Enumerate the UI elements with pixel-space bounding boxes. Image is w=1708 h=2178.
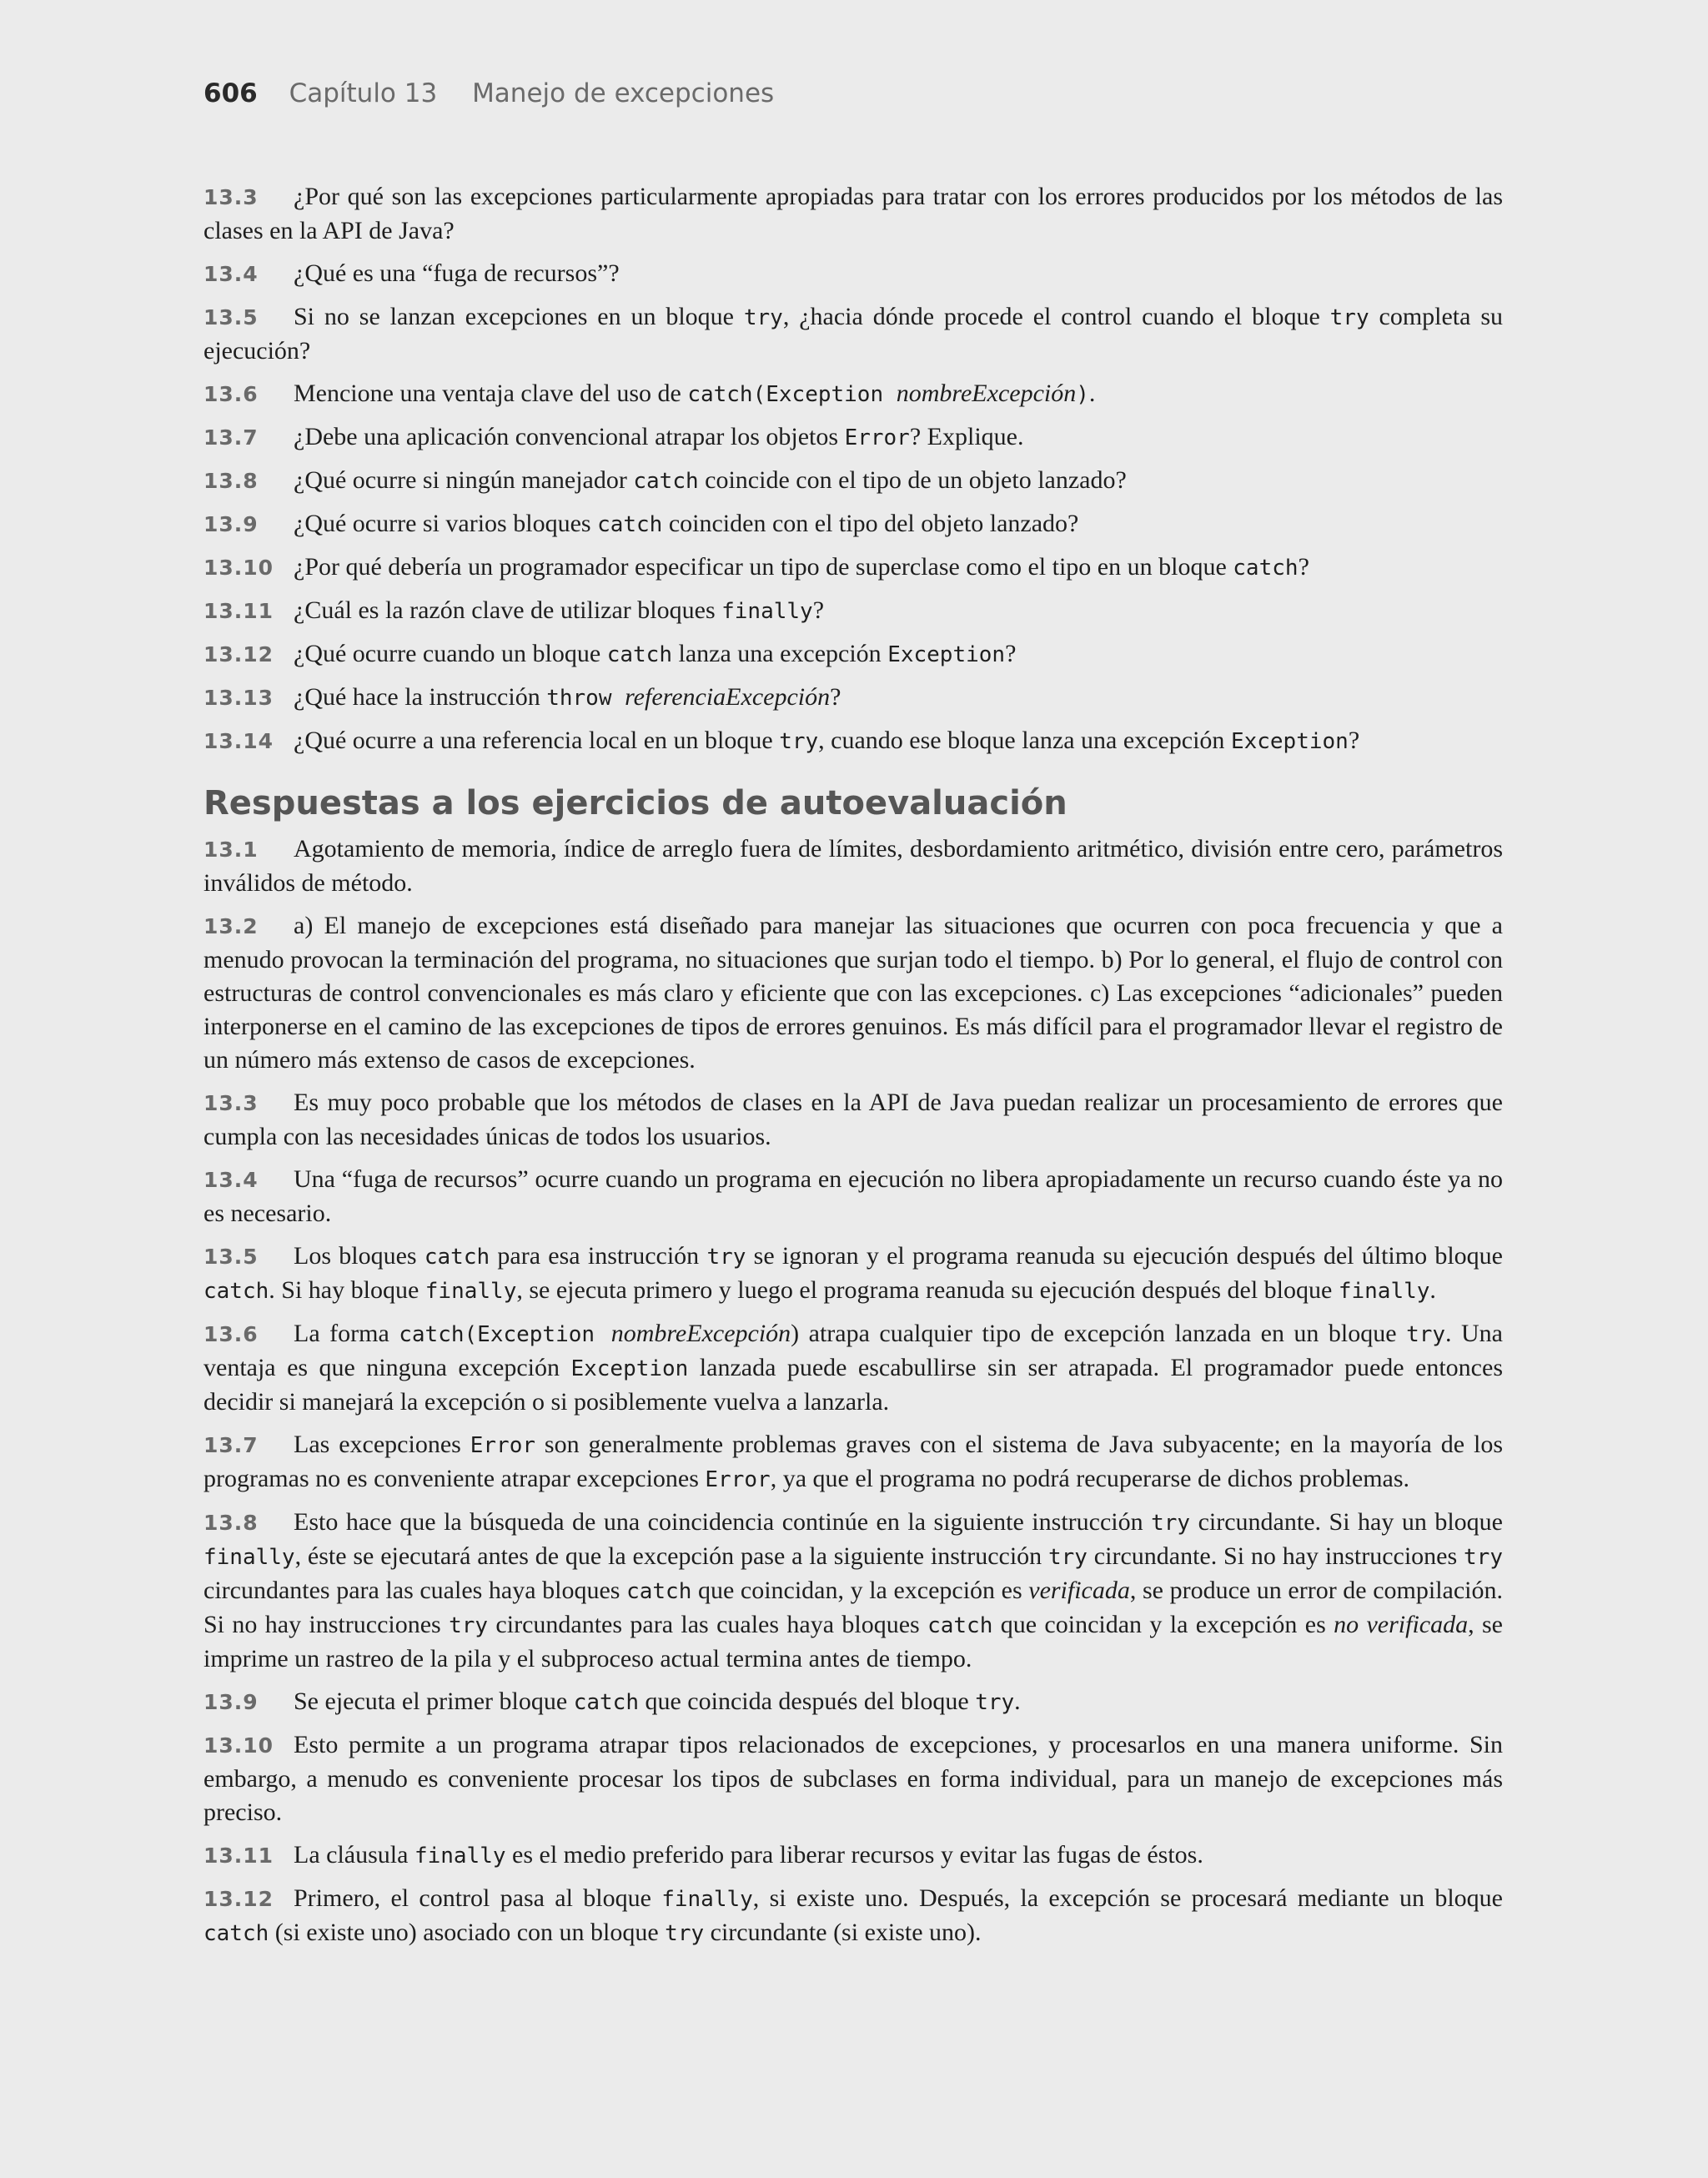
body-text: lanzada puede escabullirse sin ser atrapada. El programador puede entonces decidir si manejará la excepción o si posiblemente vuelva a lanzarla. (203, 1354, 1503, 1416)
answer-item-number: 13.3 (203, 1091, 259, 1115)
body-text: circundantes para las cuales haya bloques (203, 1577, 627, 1604)
answer-item-number: 13.12 (203, 1887, 274, 1911)
body-text: Primero, el control pasa al bloque (294, 1884, 662, 1912)
body-text: ¿Qué es una “fuga de recursos”? (294, 259, 620, 287)
code-text: catch (927, 1613, 993, 1638)
code-text: finally (721, 599, 813, 624)
question-item-number: 13.4 (203, 262, 259, 286)
italic-text: verificada (1028, 1577, 1130, 1604)
question-item-number: 13.9 (203, 512, 259, 536)
question-item-number: 13.8 (203, 469, 259, 493)
body-text: . (1088, 380, 1096, 407)
body-text: ¿Debe una aplicación convencional atrapar los objetos (294, 423, 845, 450)
body-text: ) atrapa cualquier tipo de excepción lanzada en un bloque (791, 1320, 1407, 1347)
question-item-number: 13.6 (203, 382, 259, 406)
code-text: catch(Exception (687, 382, 897, 407)
body-text: es el medio preferido para liberar recursos y evitar las fugas de éstos. (505, 1841, 1203, 1869)
question-item (203, 637, 1503, 672)
code-text: catch (203, 1921, 269, 1946)
italic-text: nombreExcepción (610, 1320, 791, 1347)
answer-item (203, 1317, 1503, 1419)
body-text: ? (1348, 727, 1360, 754)
body-text: Una “fuga de recursos” ocurre cuando un programa en ejecución no libera apropiadamente un recurso cuando éste ya no es necesario. (203, 1165, 1503, 1227)
question-item-number: 13.12 (203, 642, 274, 666)
question-item (203, 257, 1503, 291)
body-text: ¿Qué ocurre si ningún manejador (294, 466, 634, 494)
body-text: que coincidan, y la excepción es (691, 1577, 1029, 1604)
answers-list (203, 832, 1503, 1950)
code-text: finally (661, 1887, 753, 1912)
code-text: catch (1233, 556, 1299, 581)
answer-item-number: 13.4 (203, 1168, 259, 1192)
body-text: ¿Cuál es la razón clave de utilizar bloques (294, 596, 722, 624)
body-text: ¿Qué ocurre cuando un bloque (294, 640, 607, 667)
code-text: try (743, 305, 783, 330)
body-text: ? Explique. (909, 423, 1024, 450)
body-text: Esto permite a un programa atrapar tipos relacionados de excepciones, y procesarlos en una manera uniforme. Sin embargo, a menudo es conveniente procesar los tipos de subclases en forma individual, para un manejo de excepciones más preciso. (203, 1731, 1503, 1826)
body-text: , se imprime un rastreo de la pila y el subproceso actual termina antes de tiempo. (203, 1611, 1503, 1672)
answer-item (203, 1163, 1503, 1230)
body-text: , éste se ejecutará antes de que la excepción pase a la siguiente instrucción (294, 1542, 1048, 1570)
question-item-number: 13.3 (203, 185, 259, 209)
question-item (203, 507, 1503, 541)
answer-item (203, 909, 1503, 1077)
code-text: catch (424, 1245, 490, 1270)
body-text: lanza una excepción (671, 640, 888, 667)
page-number: 606 (203, 78, 258, 108)
body-text: ¿Qué ocurre a una referencia local en un bloque (294, 727, 780, 754)
body-text: circundante. Si no hay instrucciones (1087, 1542, 1464, 1570)
content (203, 180, 1503, 1959)
question-item (203, 180, 1503, 248)
body-text: coincide con el tipo de un objeto lanzado? (698, 466, 1127, 494)
code-text: finally (203, 1545, 295, 1570)
question-item-number: 13.11 (203, 599, 274, 623)
answer-item-number: 13.1 (203, 837, 259, 862)
question-item (203, 551, 1503, 585)
code-text: try (1464, 1545, 1503, 1570)
body-text: , ya que el programa no podrá recuperarse de dichos problemas. (770, 1465, 1410, 1492)
code-text: Exception (570, 1356, 689, 1381)
body-text: (si existe uno) asociado con un bloque (269, 1919, 666, 1946)
code-text: Error (844, 425, 910, 450)
running-header (203, 78, 774, 108)
body-text: La forma (294, 1320, 399, 1347)
answer-item (203, 1838, 1503, 1873)
code-text: Exception (1230, 729, 1349, 754)
code-text: try (1151, 1511, 1191, 1536)
section-title: Respuestas a los ejercicios de autoevaluación (203, 784, 1068, 822)
answer-item-number: 13.6 (203, 1322, 259, 1346)
code-text: try (1406, 1322, 1446, 1347)
question-item-number: 13.7 (203, 425, 259, 450)
question-item-number: 13.10 (203, 556, 274, 580)
question-item (203, 377, 1503, 411)
question-item-number: 13.5 (203, 305, 259, 329)
code-text: try (779, 729, 819, 754)
code-text: try (665, 1921, 705, 1946)
body-text: Se ejecuta el primer bloque (294, 1688, 574, 1715)
answer-item-number: 13.8 (203, 1511, 259, 1535)
answer-item (203, 832, 1503, 900)
body-text: Agotamiento de memoria, índice de arreglo fuera de límites, desbordamiento aritmético, división entre cero, parámetros inválidos de método. (203, 835, 1503, 897)
answer-item (203, 1685, 1503, 1719)
body-text: . Si hay bloque (269, 1276, 425, 1304)
italic-text: referenciaExcepción (625, 683, 831, 711)
answer-item (203, 1506, 1503, 1676)
answer-item-number: 13.2 (203, 914, 259, 938)
code-text: catch (597, 512, 663, 537)
question-item (203, 594, 1503, 628)
body-text: que coincida después del bloque (638, 1688, 976, 1715)
body-text: . (1014, 1688, 1021, 1715)
code-text: catch (626, 1579, 692, 1604)
code-text: finally (424, 1279, 517, 1304)
answer-item (203, 1240, 1503, 1308)
question-item-number: 13.14 (203, 729, 274, 753)
body-text: ? (1298, 553, 1309, 581)
body-text: a) El manejo de excepciones está diseñado para manejar las situaciones que ocurren con poca frecuencia y que a menudo provocan la terminación del programa, no situaciones que surjan todo el tiempo. b) Por lo general, el flujo de control con estructuras de control convencionales es más claro y eficiente que con las excepciones. c) Las excepciones “adicionales” pueden interponerse en el camino de las excepciones de tipos de errores genuinos. Es más difícil para el programador llevar el registro de un número más extenso de casos de excepciones. (203, 912, 1503, 1074)
body-text: La cláusula (294, 1841, 414, 1869)
answer-item (203, 1882, 1503, 1950)
body-text: Es muy poco probable que los métodos de clases en la API de Java puedan realizar un procesamiento de errores que cumpla con las necesidades únicas de todos los usuarios. (203, 1089, 1503, 1150)
question-item (203, 681, 1503, 715)
body-text: Mencione una ventaja clave del uso de (294, 380, 688, 407)
answer-item-number: 13.9 (203, 1690, 259, 1714)
body-text: ? (830, 683, 841, 711)
body-text: circundante. Si hay un bloque (1190, 1508, 1503, 1536)
body-text: completa su ejecución? (203, 303, 1504, 365)
body-text: coinciden con el tipo del objeto lanzado? (662, 510, 1079, 537)
body-text: ¿Por qué son las excepciones particularmente apropiadas para tratar con los errores producidos por los métodos de las clases en la API de Java? (203, 183, 1503, 244)
body-text: Los bloques (294, 1242, 424, 1270)
body-text: , se produce un error de compilación. Si no hay instrucciones (203, 1577, 1504, 1638)
code-text: catch (606, 642, 672, 667)
body-text: ¿Qué ocurre si varios bloques (294, 510, 598, 537)
chapter-label: Capítulo 13 (289, 78, 438, 108)
body-text: , se ejecuta primero y luego el programa reanuda su ejecución después del bloque (516, 1276, 1339, 1304)
question-item (203, 464, 1503, 498)
body-text: ? (812, 596, 825, 624)
question-item-number: 13.13 (203, 686, 274, 710)
code-text: catch (203, 1279, 269, 1304)
body-text: , cuando ese bloque lanza una excepción (818, 727, 1231, 754)
code-text: try (449, 1613, 489, 1638)
answer-item-number: 13.11 (203, 1844, 274, 1868)
answer-item-number: 13.10 (203, 1733, 274, 1758)
question-item (203, 420, 1503, 455)
code-text: catch (633, 469, 699, 494)
body-text: son generalmente problemas graves con el sistema de Java subyacente; en la mayoría de los programas no es conveniente atrapar excepciones (203, 1431, 1503, 1492)
body-text: Si no se lanzan excepciones en un bloque (294, 303, 744, 330)
body-text: circundantes para las cuales haya bloques (488, 1611, 928, 1638)
code-text: try (706, 1245, 746, 1270)
answer-item (203, 1728, 1503, 1829)
code-text: try (1048, 1545, 1088, 1570)
code-text: catch (573, 1690, 639, 1715)
code-text: ) (1076, 382, 1089, 407)
body-text: ? (1005, 640, 1017, 667)
answer-item-number: 13.5 (203, 1245, 259, 1269)
code-text: try (975, 1690, 1015, 1715)
body-text: . Una ventaja es que ninguna excepción (203, 1320, 1503, 1381)
answer-item (203, 1428, 1503, 1496)
body-text: , si existe uno. Después, la excepción se procesará mediante un bloque (752, 1884, 1503, 1912)
code-text: try (1329, 305, 1369, 330)
question-item (203, 300, 1503, 368)
body-text: , ¿hacia dónde procede el control cuando el bloque (782, 303, 1330, 330)
answer-item-number: 13.7 (203, 1433, 259, 1457)
answer-item (203, 1086, 1503, 1154)
question-item (203, 724, 1503, 758)
italic-text: nombreExcepción (896, 380, 1077, 407)
body-text: se ignoran y el programa reanuda su ejecución después del último bloque (746, 1242, 1503, 1270)
code-text: catch(Exception (399, 1322, 611, 1347)
body-text: ¿Por qué debería un programador especificar un tipo de superclase como el tipo en un bloque (294, 553, 1233, 581)
body-text: que coincidan y la excepción es (992, 1611, 1334, 1638)
questions-list (203, 180, 1503, 758)
chapter-title: Manejo de excepciones (472, 78, 775, 108)
code-text: Exception (887, 642, 1006, 667)
body-text: circundante (si existe uno). (704, 1919, 982, 1946)
code-text: Error (705, 1467, 771, 1492)
code-text: finally (414, 1844, 506, 1869)
code-text: finally (1338, 1279, 1430, 1304)
body-text: para esa instrucción (490, 1242, 707, 1270)
body-text: Esto hace que la búsqueda de una coincidencia continúe en la siguiente instrucción (294, 1508, 1152, 1536)
body-text: ¿Qué hace la instrucción (294, 683, 547, 711)
code-text: throw (546, 686, 625, 711)
body-text: Las excepciones (294, 1431, 470, 1458)
body-text: . (1429, 1276, 1436, 1304)
code-text: Error (470, 1433, 536, 1458)
italic-text: no verificada (1334, 1611, 1469, 1638)
